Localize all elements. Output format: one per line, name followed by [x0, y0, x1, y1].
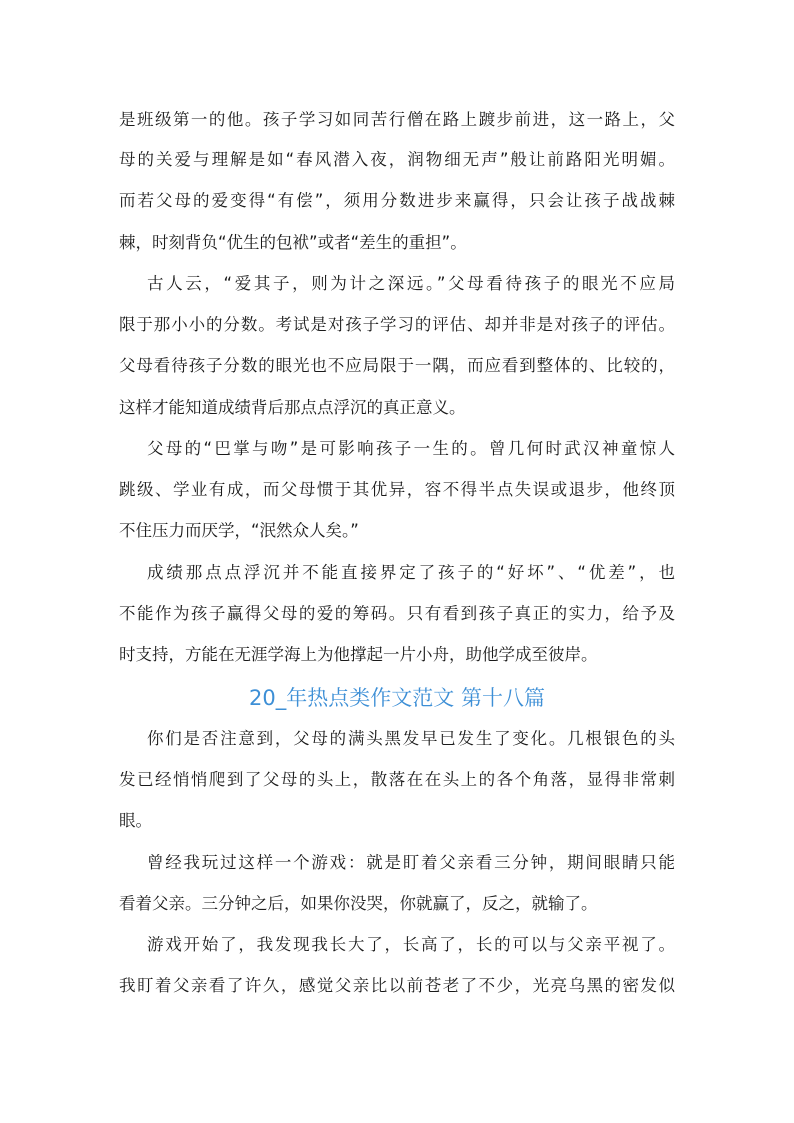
paragraph-line: 时支持，方能在无涯学海上为他撑起一片小舟，助他学成至彼岸。: [119, 645, 598, 664]
paragraph-line: 成绩那点点浮沉并不能直接界定了孩子的“好坏”、“优差”，也: [147, 563, 675, 582]
paragraph-line: 跳级、学业有成，而父母惯于其优异，容不得半点失误或退步，他终顶: [119, 480, 675, 499]
paragraph-line: 这样才能知道成绩背后那点点浮沉的真正意义。: [119, 398, 466, 417]
paragraph-line: 曾经我玩过这样一个游戏：就是盯着父亲看三分钟，期间眼睛只能: [147, 853, 675, 872]
paragraph-line: 父母的“巴掌与吻”是可影响孩子一生的。曾几何时武汉神童惊人: [147, 439, 675, 458]
paragraph-line: 是班级第一的他。孩子学习如同苦行僧在路上踱步前进，这一路上，父: [119, 110, 675, 129]
paragraph-line: 母的关爱与理解是如“春风潜入夜，润物细无声”般让前路阳光明媚。: [119, 150, 675, 169]
paragraph-line: 限于那小小的分数。考试是对孩子学习的评估、却并非是对孩子的评估。: [119, 315, 675, 334]
paragraph-line: 我盯着父亲看了许久，感觉父亲比以前苍老了不少，光亮乌黑的密发似: [119, 976, 675, 995]
paragraph-line: 古人云，“爱其子，则为计之深远。”父母看待孩子的眼光不应局: [147, 274, 675, 293]
paragraph-line: 看着父亲。三分钟之后，如果你没哭，你就赢了，反之，就输了。: [119, 894, 598, 913]
paragraph-line: 棘，时刻背负“优生的包袱”或者“差生的重担”。: [119, 233, 467, 252]
paragraph-line: 不住压力而厌学，“泯然众人矣。”: [119, 521, 359, 540]
paragraph-line: 父母看待孩子分数的眼光也不应局限于一隅，而应看到整体的、比较的，: [119, 356, 675, 375]
paragraph-line: 而若父母的爱变得“有偿”，须用分数进步来赢得，只会让孩子战战棘: [119, 191, 675, 210]
paragraph-line: 不能作为孩子赢得父母的爱的筹码。只有看到孩子真正的实力，给予及: [119, 604, 675, 623]
section-heading: 20_年热点类作文范文 第十八篇: [249, 686, 545, 710]
paragraph-line: 你们是否注意到，父母的满头黑发早已发生了变化。几根银色的头: [147, 729, 675, 748]
paragraph-line: 眼。: [119, 811, 152, 830]
paragraph-line: 游戏开始了，我发现我长大了，长高了，长的可以与父亲平视了。: [147, 935, 675, 954]
paragraph-line: 发已经悄悄爬到了父母的头上，散落在在头上的各个角落，显得非常刺: [119, 770, 675, 789]
